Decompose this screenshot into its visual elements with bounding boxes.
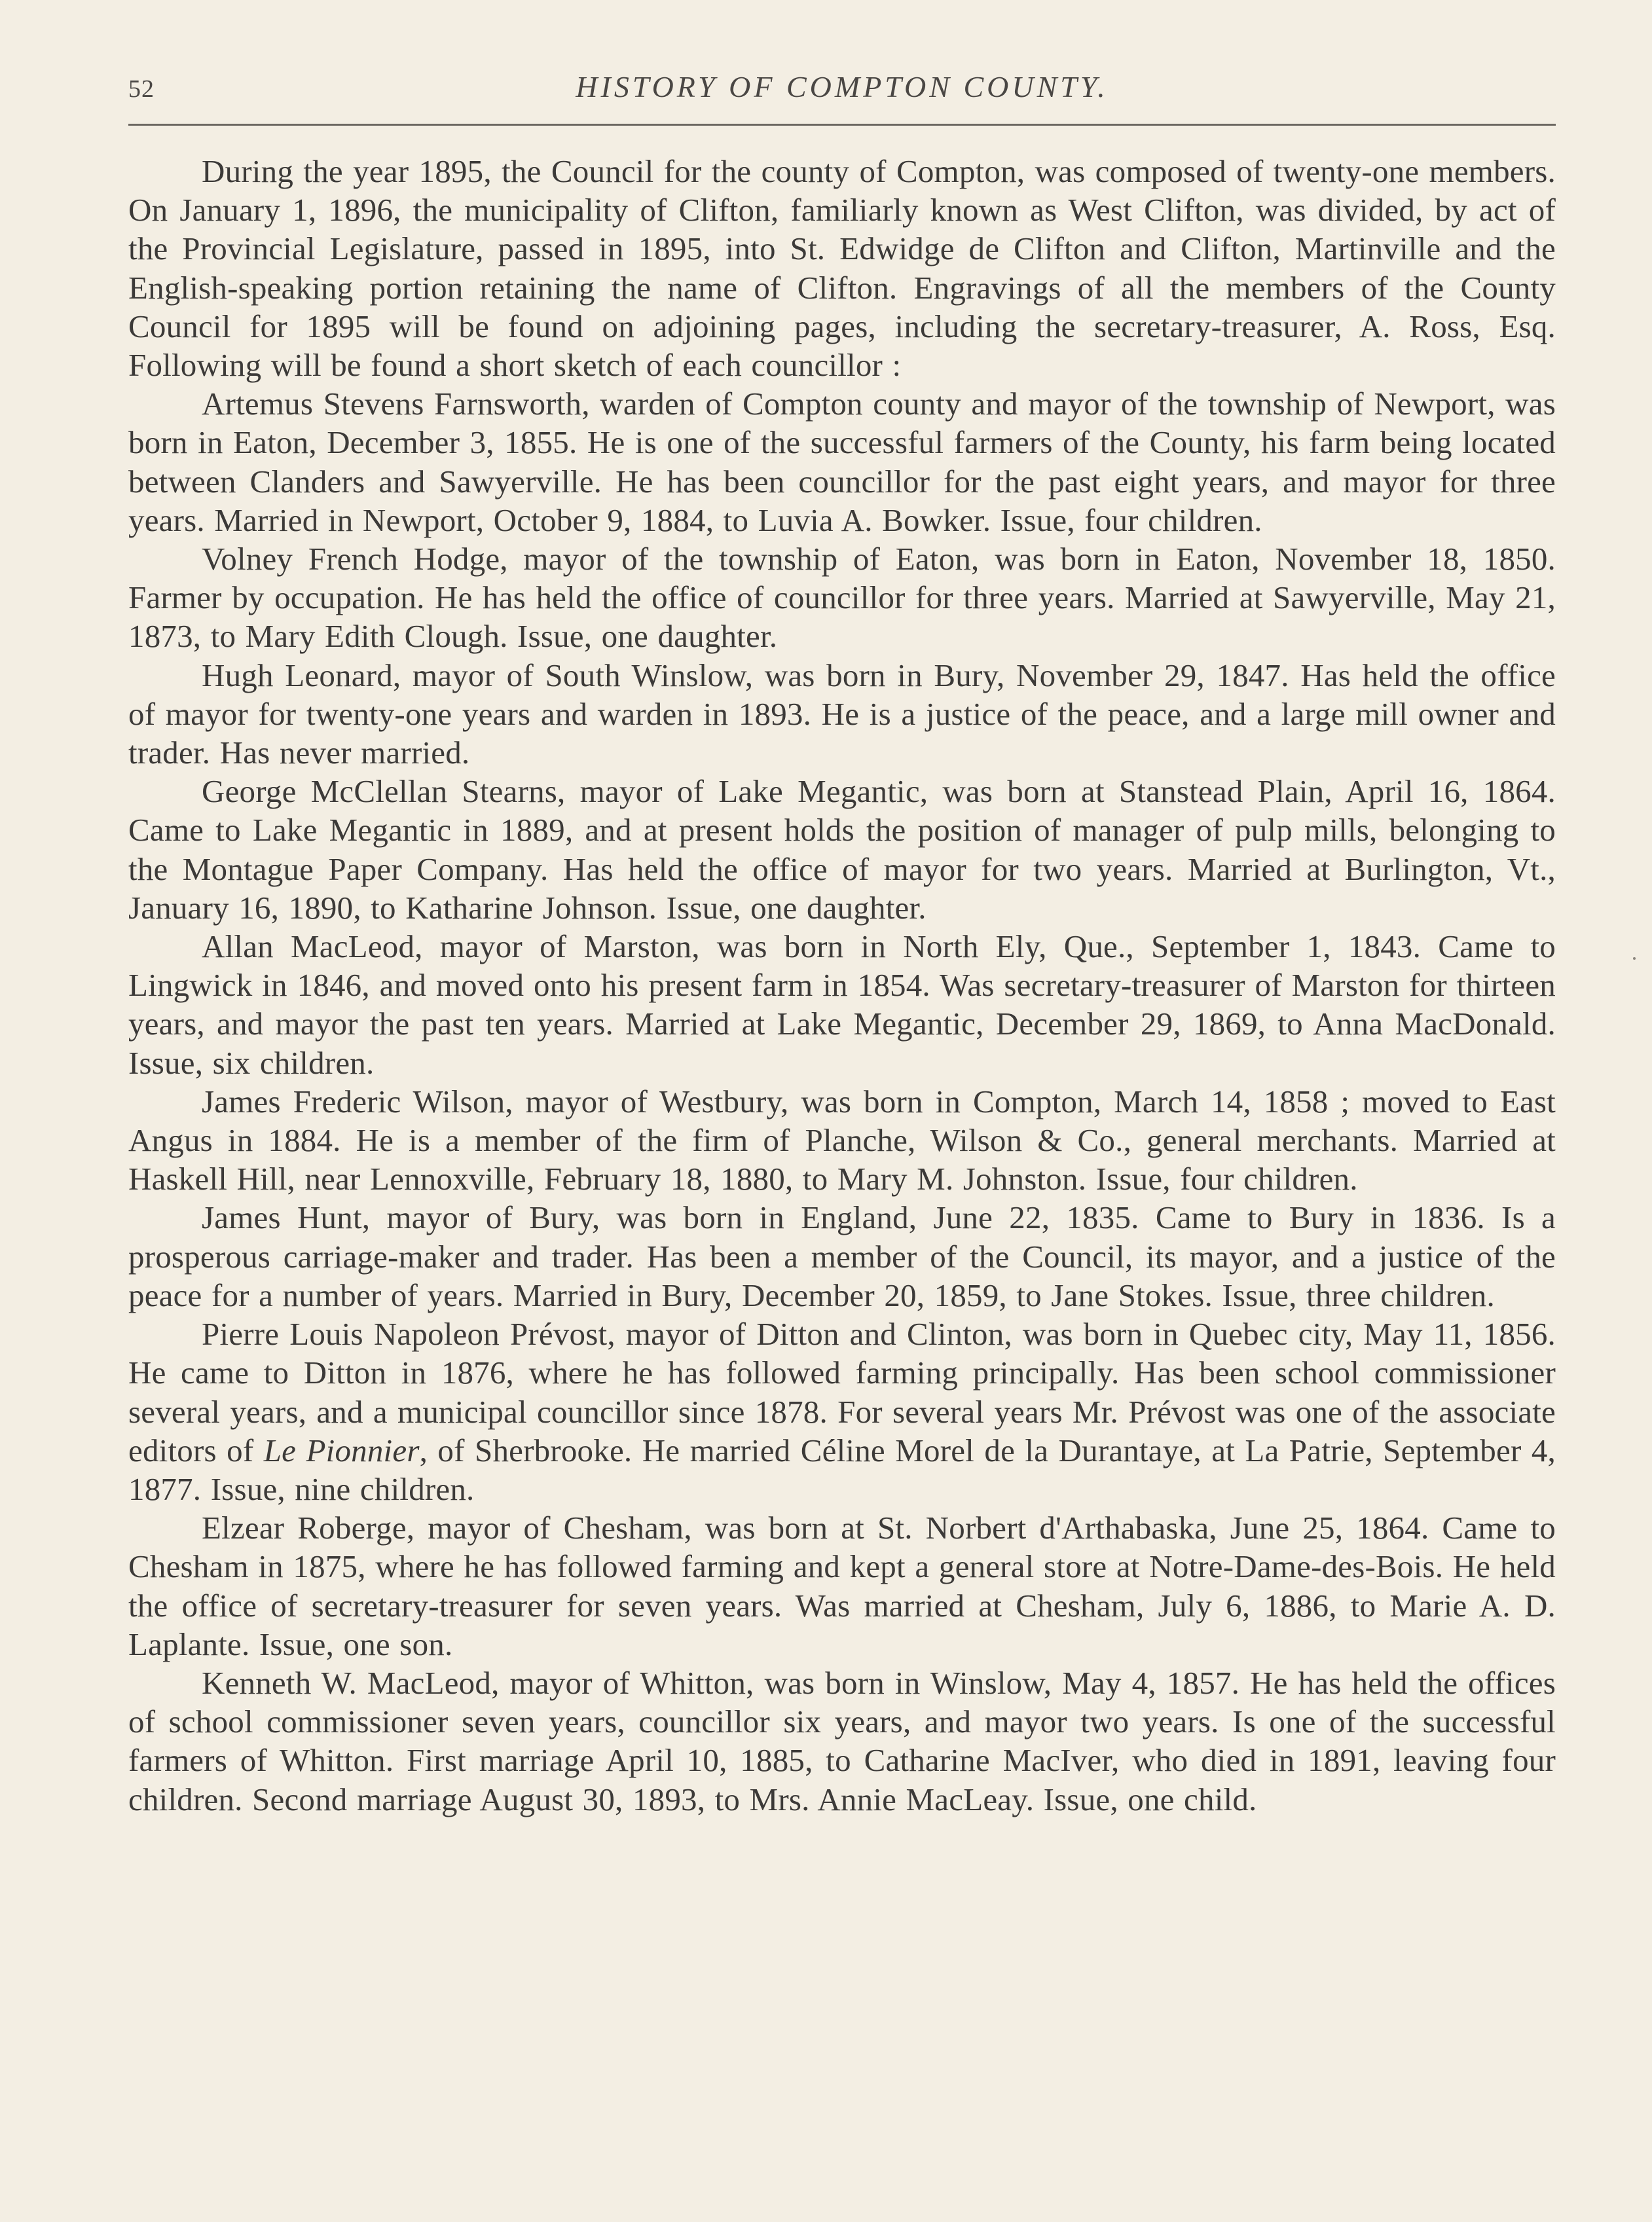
bio-prevost-text-start: Pierre Louis Napoleon Prévost, mayor of Ditton and Clinton, was born in Quebec city, May 11, 1856. He came to Ditton in 1876, where he has followed farming principally. Has been school commissioner several years, and a municipal councillor since 1878. For several years Mr. Prévost was one of the associate editors of	[128, 1316, 1556, 1468]
bio-prevost-text-end: , of Sherbrooke. He married Céline Morel de la Durantaye, at La Patrie, September 4, 1877. Issue, nine children.	[128, 1432, 1556, 1507]
bio-roberge: Elzear Roberge, mayor of Chesham, was born at St. Norbert d'Arthabaska, June 25, 1864. Came to Chesham in 1875, where he has followed farming and kept a general store at Notre-Dame-des-Bois. He held the office of secretary-treasurer for seven years. Was married at Chesham, July 6, 1886, to Marie A. D. Laplante. Issue, one son.	[128, 1510, 1556, 1662]
page-header	[128, 69, 1556, 115]
bio-leonard: Hugh Leonard, mayor of South Winslow, was born in Bury, November 29, 1847. Has held the office of mayor for twenty-one years and warden in 1893. He is a justice of the peace, and a large mill owner and trader. Has never married.	[128, 657, 1556, 771]
bio-kenneth-macleod: Kenneth W. MacLeod, mayor of Whitton, was born in Winslow, May 4, 1857. He has held the offices of school commissioner seven years, councillor six years, and mayor two years. Is one of the successful farmers of Whitton. First marriage April 10, 1885, to Catharine MacIver, who died in 1891, leaving four children. Second marriage August 30, 1893, to Mrs. Annie MacLeay. Issue, one child.	[128, 1664, 1556, 1817]
page-number: 52	[128, 75, 155, 103]
running-title: HISTORY OF COMPTON COUNTY.	[576, 70, 1109, 103]
bio-hodge: Volney French Hodge, mayor of the township of Eaton, was born in Eaton, November 18, 1850. Farmer by occupation. He has held the office of councillor for three years. Married at Sawyerville, May 21, 1873, to Mary Edith Clough. Issue, one daughter.	[128, 541, 1556, 655]
header-rule	[128, 124, 1556, 126]
bio-farnsworth: Artemus Stevens Farnsworth, warden of Compton county and mayor of the township of Newport, was born in Eaton, December 3, 1855. He is one of the successful farmers of the County, his farm being located between Clanders and Sawyerville. He has been councillor for the past eight years, and mayor for three years. Married in Newport, October 9, 1884, to Luvia A. Bowker. Issue, four children.	[128, 386, 1556, 538]
paper-speck	[1633, 957, 1636, 960]
bio-wilson: James Frederic Wilson, mayor of Westbury, was born in Compton, March 14, 1858 ; moved to East Angus in 1884. He is a member of the firm of Planche, Wilson & Co., general merchants. Married at Haskell Hill, near Lennoxville, February 18, 1880, to Mary M. Johnston. Issue, four children.	[128, 1083, 1556, 1197]
bio-hunt: James Hunt, mayor of Bury, was born in England, June 22, 1835. Came to Bury in 1836. Is a prosperous carriage-maker and trader. Has been a member of the Council, its mayor, and a justice of the peace for a number of years. Married in Bury, December 20, 1859, to Jane Stokes. Issue, three children.	[128, 1199, 1556, 1313]
body-text	[128, 152, 1556, 1819]
newspaper-title: Le Pionnier	[263, 1432, 420, 1468]
intro-paragraph: During the year 1895, the Council for the county of Compton, was composed of twenty-one members. On January 1, 1896, the municipality of Clifton, familiarly known as West Clifton, was divided, by act of the Provincial Legislature, passed in 1895, into St. Edwidge de Clifton and Clifton, Martinville and the English-speaking portion retaining the name of Clifton. Engravings of all the members of the County Council for 1895 will be found on adjoining pages, including the secretary-treasurer, A. Ross, Esq. Following will be found a short sketch of each councillor :	[128, 153, 1556, 384]
bio-stearns: George McClellan Stearns, mayor of Lake Megantic, was born at Stanstead Plain, April 16, 1864. Came to Lake Megantic in 1889, and at present holds the position of manager of pulp mills, belonging to the Montague Paper Company. Has held the office of mayor for two years. Married at Burlington, Vt., January 16, 1890, to Katharine Johnson. Issue, one daughter.	[128, 773, 1556, 926]
bio-prevost	[128, 1315, 1556, 1508]
bio-allan-macleod: Allan MacLeod, mayor of Marston, was born in North Ely, Que., September 1, 1843. Came to Lingwick in 1846, and moved onto his present farm in 1854. Was secretary-treasurer of Marston for thirteen years, and mayor the past ten years. Married at Lake Megantic, December 29, 1869, to Anna MacDonald. Issue, six children.	[128, 928, 1556, 1081]
